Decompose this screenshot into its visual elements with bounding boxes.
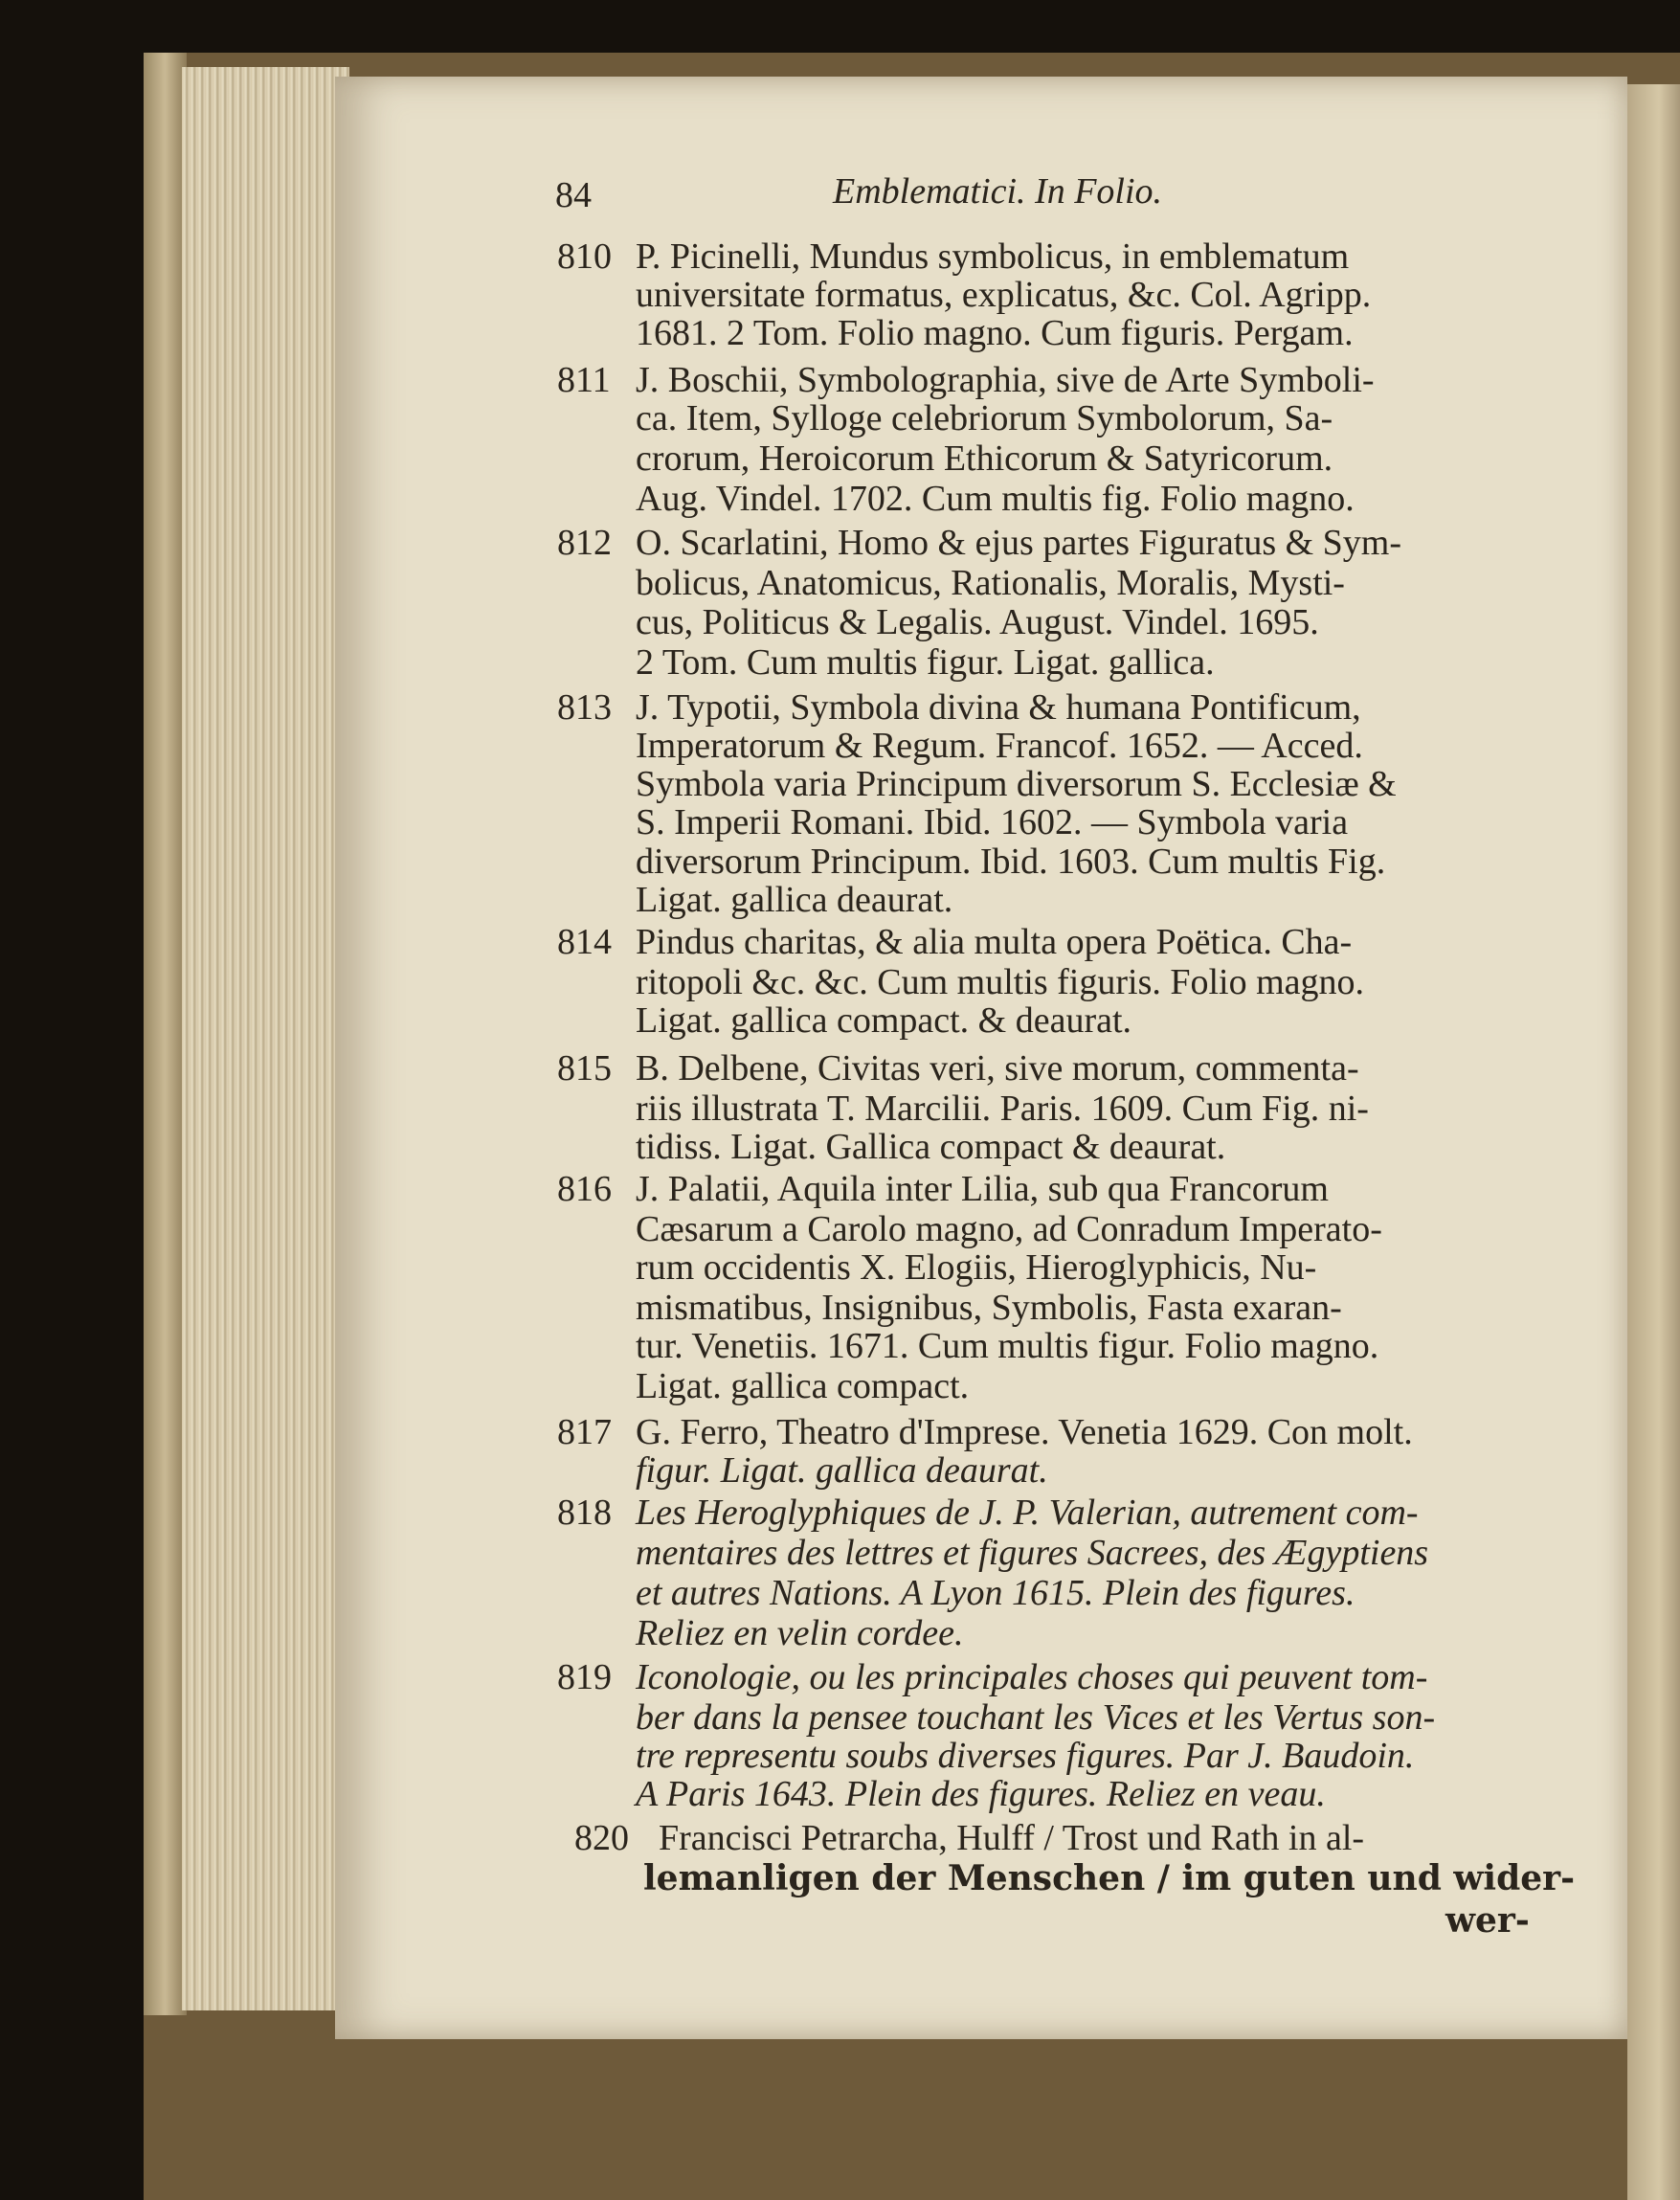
- text-line: A Paris 1643. Plein des figures. Reliez en veau.: [636, 1774, 1326, 1814]
- text-line: Symbola varia Principum diversorum S. Ecclesiæ &: [636, 764, 1397, 804]
- entry-number: 818: [557, 1493, 612, 1533]
- text-line: B. Delbene, Civitas veri, sive morum, commenta-: [636, 1048, 1359, 1089]
- text-line: J. Boschii, Symbolographia, sive de Arte Symboli-: [636, 360, 1375, 400]
- text-line: J. Palatii, Aquila inter Lilia, sub qua Francorum: [636, 1169, 1329, 1209]
- entry-number: 814: [557, 922, 612, 962]
- text-line: P. Picinelli, Mundus symbolicus, in emblematum: [636, 236, 1350, 277]
- text-line: O. Scarlatini, Homo & ejus partes Figuratus & Sym-: [636, 523, 1402, 563]
- entry-number: 813: [557, 687, 612, 728]
- text-line: Les Heroglyphiques de J. P. Valerian, autrement com-: [636, 1493, 1419, 1533]
- text-line: Aug. Vindel. 1702. Cum multis fig. Folio magno.: [636, 479, 1355, 519]
- text-line: figur. Ligat. gallica deaurat.: [636, 1450, 1048, 1491]
- catchword: wer-: [1445, 1900, 1530, 1941]
- text-line: Ligat. gallica deaurat.: [636, 880, 953, 920]
- text-line: universitate formatus, explicatus, &c. Col. Agripp.: [636, 275, 1372, 315]
- entry-number: 810: [557, 236, 612, 277]
- text-line: 2 Tom. Cum multis figur. Ligat. gallica.: [636, 642, 1215, 683]
- text-line: Imperatorum & Regum. Francof. 1652. — Acced.: [636, 726, 1363, 766]
- text-line: Ligat. gallica compact.: [636, 1366, 970, 1406]
- text-line: rum occidentis X. Elogiis, Hieroglyphicis, Nu-: [636, 1247, 1317, 1288]
- cover-edge: [144, 53, 187, 2015]
- text-line: S. Imperii Romani. Ibid. 1602. — Symbola varia: [636, 802, 1349, 842]
- facing-page-edge: [1627, 84, 1680, 2200]
- entry-number: 811: [557, 360, 611, 400]
- entry-number: 819: [557, 1657, 612, 1697]
- text-line: Francisci Petrarcha, Hulff / Trost und Rath in al-: [659, 1818, 1365, 1858]
- text-line: crorum, Heroicorum Ethicorum & Satyricorum.: [636, 438, 1333, 479]
- entry-number: 816: [557, 1169, 612, 1209]
- entry-number: 815: [557, 1048, 612, 1089]
- text-line: mismatibus, Insignibus, Symbolis, Fasta exaran-: [636, 1288, 1342, 1328]
- entry-number: 820: [574, 1818, 629, 1858]
- text-line: ritopoli &c. &c. Cum multis figuris. Folio magno.: [636, 962, 1365, 1002]
- text-line: et autres Nations. A Lyon 1615. Plein des figures.: [636, 1573, 1355, 1613]
- text-line: ber dans la pensee touchant les Vices et les Vertus son-: [636, 1697, 1436, 1738]
- page-number: 84: [555, 175, 592, 215]
- text-line: Reliez en velin cordee.: [636, 1613, 964, 1653]
- text-line: cus, Politicus & Legalis. August. Vindel. 1695.: [636, 602, 1319, 642]
- page-stack-edge: [182, 67, 349, 2010]
- text-line: mentaires des lettres et figures Sacrees, des Ægyptiens: [636, 1533, 1429, 1573]
- text-line: 1681. 2 Tom. Folio magno. Cum figuris. Pergam.: [636, 313, 1354, 353]
- text-line: Cæsarum a Carolo magno, ad Conradum Imperato-: [636, 1209, 1382, 1249]
- text-line: Ligat. gallica compact. & deaurat.: [636, 1000, 1132, 1041]
- entry-number: 812: [557, 523, 612, 563]
- text-line: tre representu soubs diverses figures. Par J. Baudoin.: [636, 1736, 1415, 1776]
- text-line: bolicus, Anatomicus, Rationalis, Moralis, Mysti-: [636, 563, 1345, 603]
- text-line: riis illustrata T. Marcilii. Paris. 1609. Cum Fig. ni-: [636, 1089, 1369, 1129]
- entry-number: 817: [557, 1412, 612, 1452]
- text-line: ca. Item, Sylloge celebriorum Symbolorum, Sa-: [636, 398, 1333, 438]
- text-line: J. Typotii, Symbola divina & humana Pontificum,: [636, 687, 1361, 728]
- text-line: diversorum Principum. Ibid. 1603. Cum multis Fig.: [636, 842, 1386, 882]
- text-line: tur. Venetiis. 1671. Cum multis figur. Folio magno.: [636, 1326, 1379, 1366]
- text-line: Pindus charitas, & alia multa opera Poëtica. Cha-: [636, 922, 1353, 962]
- text-line: Iconologie, ou les principales choses qui peuvent tom-: [636, 1657, 1428, 1697]
- text-line: lemanligen der Menschen / im guten und wider-: [643, 1858, 1576, 1898]
- text-line: G. Ferro, Theatro d'Imprese. Venetia 1629. Con molt.: [636, 1412, 1413, 1452]
- running-title: Emblematici. In Folio.: [833, 171, 1163, 212]
- text-line: tidiss. Ligat. Gallica compact & deaurat.: [636, 1127, 1226, 1167]
